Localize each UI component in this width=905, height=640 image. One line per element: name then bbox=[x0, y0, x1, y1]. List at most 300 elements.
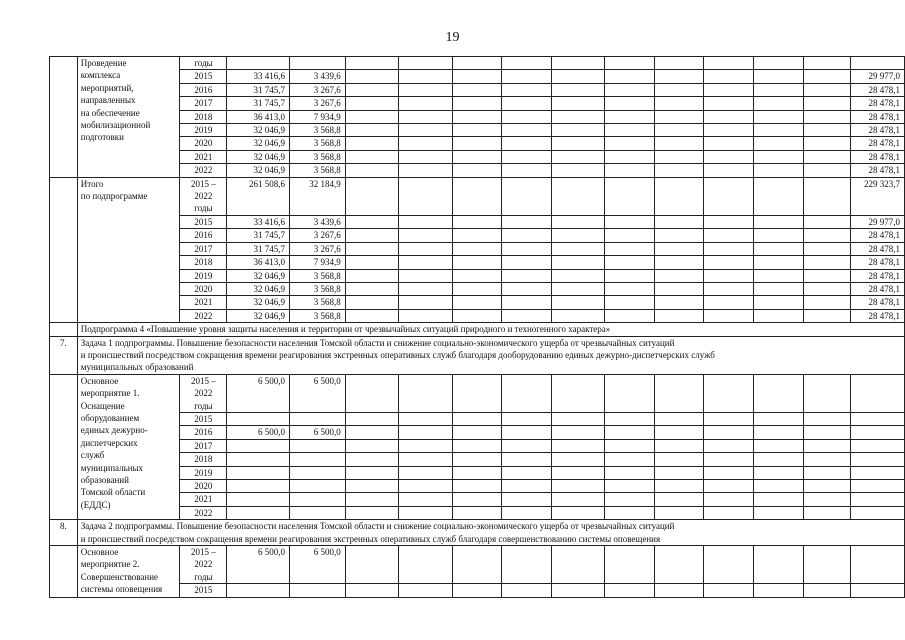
empty-cell bbox=[452, 177, 502, 215]
empty-cell bbox=[345, 426, 398, 439]
empty-cell bbox=[399, 137, 452, 150]
value-cell: 3 267,6 bbox=[290, 229, 346, 242]
empty-cell bbox=[704, 70, 754, 83]
table-row bbox=[50, 336, 905, 374]
empty-cell bbox=[452, 110, 502, 123]
empty-cell bbox=[399, 150, 452, 163]
year-cell: 2022 bbox=[180, 164, 227, 177]
empty-cell bbox=[502, 242, 552, 255]
empty-cell bbox=[345, 296, 398, 309]
empty-cell bbox=[803, 124, 850, 137]
empty-cell bbox=[345, 83, 398, 96]
empty-cell bbox=[345, 177, 398, 215]
empty-cell bbox=[452, 215, 502, 228]
empty-cell bbox=[604, 439, 654, 452]
empty-cell bbox=[399, 546, 452, 584]
empty-cell bbox=[704, 269, 754, 282]
empty-cell bbox=[399, 426, 452, 439]
total-cell: 32 046,9 bbox=[227, 282, 290, 295]
year-cell: 2019 bbox=[180, 466, 227, 479]
empty-cell bbox=[452, 296, 502, 309]
empty-cell bbox=[552, 57, 605, 70]
empty-cell bbox=[345, 229, 398, 242]
total-cell: 36 413,0 bbox=[227, 110, 290, 123]
empty-cell bbox=[754, 546, 804, 584]
year-cell: 2016 bbox=[180, 426, 227, 439]
year-cell: 2017 bbox=[180, 97, 227, 110]
table-row bbox=[50, 57, 905, 70]
empty-cell bbox=[604, 57, 654, 70]
empty-cell bbox=[654, 584, 704, 597]
total-cell: 261 508,6 bbox=[227, 177, 290, 215]
empty-cell bbox=[704, 309, 754, 322]
empty-cell bbox=[502, 110, 552, 123]
empty-cell bbox=[552, 282, 605, 295]
empty-cell bbox=[399, 70, 452, 83]
empty-cell bbox=[654, 453, 704, 466]
row-number-cell bbox=[50, 546, 78, 598]
empty-cell bbox=[704, 282, 754, 295]
empty-cell bbox=[704, 493, 754, 506]
total-cell bbox=[227, 439, 290, 452]
empty-cell bbox=[803, 229, 850, 242]
empty-cell bbox=[604, 426, 654, 439]
last-value-cell: 28 478,1 bbox=[850, 164, 904, 177]
row-number-cell bbox=[50, 374, 78, 519]
empty-cell bbox=[399, 177, 452, 215]
empty-cell bbox=[502, 426, 552, 439]
empty-cell bbox=[552, 546, 605, 584]
empty-cell bbox=[552, 412, 605, 425]
empty-cell bbox=[399, 256, 452, 269]
empty-cell bbox=[654, 137, 704, 150]
table-body bbox=[50, 57, 905, 598]
empty-cell bbox=[704, 177, 754, 215]
empty-cell bbox=[345, 466, 398, 479]
empty-cell bbox=[654, 97, 704, 110]
empty-cell bbox=[803, 493, 850, 506]
empty-cell bbox=[850, 493, 904, 506]
empty-cell bbox=[803, 546, 850, 584]
empty-cell bbox=[604, 480, 654, 493]
row-number-cell bbox=[50, 57, 78, 178]
empty-cell bbox=[452, 124, 502, 137]
empty-cell bbox=[399, 110, 452, 123]
empty-cell bbox=[803, 309, 850, 322]
empty-cell bbox=[850, 453, 904, 466]
empty-cell bbox=[502, 493, 552, 506]
empty-cell bbox=[502, 70, 552, 83]
empty-cell bbox=[754, 177, 804, 215]
empty-cell bbox=[803, 269, 850, 282]
empty-cell bbox=[754, 412, 804, 425]
empty-cell bbox=[704, 426, 754, 439]
empty-cell bbox=[654, 57, 704, 70]
empty-cell bbox=[452, 97, 502, 110]
empty-cell bbox=[704, 83, 754, 96]
last-value-cell: 28 478,1 bbox=[850, 124, 904, 137]
empty-cell bbox=[754, 439, 804, 452]
empty-cell bbox=[552, 426, 605, 439]
empty-cell bbox=[604, 229, 654, 242]
empty-cell bbox=[803, 215, 850, 228]
empty-cell bbox=[654, 296, 704, 309]
empty-cell bbox=[704, 229, 754, 242]
empty-cell bbox=[552, 269, 605, 282]
empty-cell bbox=[754, 374, 804, 412]
empty-cell bbox=[754, 150, 804, 163]
empty-cell bbox=[704, 506, 754, 519]
empty-cell bbox=[654, 124, 704, 137]
total-cell: 32 046,9 bbox=[227, 164, 290, 177]
empty-cell bbox=[803, 97, 850, 110]
last-value-cell: 28 478,1 bbox=[850, 309, 904, 322]
empty-cell bbox=[552, 110, 605, 123]
empty-cell bbox=[345, 309, 398, 322]
empty-cell bbox=[803, 412, 850, 425]
empty-cell bbox=[502, 584, 552, 597]
empty-cell bbox=[502, 256, 552, 269]
empty-cell bbox=[604, 137, 654, 150]
total-cell bbox=[227, 506, 290, 519]
empty-cell bbox=[604, 374, 654, 412]
empty-cell bbox=[399, 229, 452, 242]
empty-cell bbox=[399, 97, 452, 110]
table-row bbox=[50, 177, 905, 215]
empty-cell bbox=[803, 57, 850, 70]
empty-cell bbox=[654, 229, 704, 242]
empty-cell bbox=[552, 215, 605, 228]
empty-cell bbox=[452, 242, 502, 255]
empty-cell bbox=[452, 453, 502, 466]
empty-cell bbox=[502, 83, 552, 96]
year-cell: 2015 bbox=[180, 584, 227, 597]
empty-cell bbox=[754, 256, 804, 269]
empty-cell bbox=[502, 412, 552, 425]
empty-cell bbox=[803, 70, 850, 83]
empty-cell bbox=[604, 124, 654, 137]
value-cell bbox=[290, 412, 346, 425]
empty-cell bbox=[345, 282, 398, 295]
empty-cell bbox=[452, 412, 502, 425]
empty-cell bbox=[399, 466, 452, 479]
empty-cell bbox=[850, 57, 904, 70]
year-cell: 2021 bbox=[180, 150, 227, 163]
empty-cell bbox=[452, 480, 502, 493]
empty-cell bbox=[552, 164, 605, 177]
last-value-cell: 28 478,1 bbox=[850, 110, 904, 123]
empty-cell bbox=[345, 150, 398, 163]
empty-cell bbox=[345, 480, 398, 493]
empty-cell bbox=[654, 374, 704, 412]
empty-cell bbox=[552, 137, 605, 150]
empty-cell bbox=[704, 57, 754, 70]
empty-cell bbox=[604, 215, 654, 228]
empty-cell bbox=[502, 506, 552, 519]
empty-cell bbox=[754, 124, 804, 137]
empty-cell bbox=[604, 242, 654, 255]
empty-cell bbox=[345, 453, 398, 466]
empty-cell bbox=[604, 453, 654, 466]
empty-cell bbox=[604, 309, 654, 322]
total-cell: 31 745,7 bbox=[227, 242, 290, 255]
empty-cell bbox=[754, 215, 804, 228]
empty-cell bbox=[399, 412, 452, 425]
empty-cell bbox=[345, 412, 398, 425]
total-cell: 33 416,6 bbox=[227, 215, 290, 228]
last-value-cell: 28 478,1 bbox=[850, 97, 904, 110]
total-cell: 31 745,7 bbox=[227, 83, 290, 96]
table-row bbox=[50, 546, 905, 584]
empty-cell bbox=[654, 466, 704, 479]
empty-cell bbox=[803, 506, 850, 519]
total-cell bbox=[227, 584, 290, 597]
activity-name-cell: Основное мероприятие 2. Совершенствование системы оповещения bbox=[77, 546, 180, 598]
empty-cell bbox=[704, 546, 754, 584]
empty-cell bbox=[552, 177, 605, 215]
empty-cell bbox=[704, 215, 754, 228]
empty-cell bbox=[754, 269, 804, 282]
empty-cell bbox=[850, 480, 904, 493]
empty-cell bbox=[754, 97, 804, 110]
total-cell bbox=[227, 453, 290, 466]
year-cell: 2015 bbox=[180, 215, 227, 228]
value-cell: 3 439,6 bbox=[290, 215, 346, 228]
empty-cell bbox=[654, 309, 704, 322]
empty-cell bbox=[803, 164, 850, 177]
empty-cell bbox=[452, 309, 502, 322]
empty-cell bbox=[754, 506, 804, 519]
total-cell bbox=[227, 480, 290, 493]
empty-cell bbox=[452, 546, 502, 584]
empty-cell bbox=[452, 439, 502, 452]
empty-cell bbox=[552, 83, 605, 96]
empty-cell bbox=[704, 412, 754, 425]
empty-cell bbox=[552, 466, 605, 479]
value-cell: 3 568,8 bbox=[290, 282, 346, 295]
value-cell bbox=[290, 480, 346, 493]
total-cell: 31 745,7 bbox=[227, 97, 290, 110]
year-cell: 2018 bbox=[180, 453, 227, 466]
year-cell: 2016 bbox=[180, 229, 227, 242]
last-value-cell: 28 478,1 bbox=[850, 269, 904, 282]
empty-cell bbox=[345, 439, 398, 452]
empty-cell bbox=[604, 412, 654, 425]
empty-cell bbox=[654, 546, 704, 584]
total-cell: 6 500,0 bbox=[227, 374, 290, 412]
value-cell: 3 568,8 bbox=[290, 124, 346, 137]
empty-cell bbox=[345, 584, 398, 597]
empty-cell bbox=[654, 439, 704, 452]
empty-cell bbox=[345, 137, 398, 150]
empty-cell bbox=[604, 97, 654, 110]
empty-cell bbox=[704, 164, 754, 177]
total-cell: 32 046,9 bbox=[227, 309, 290, 322]
last-value-cell: 29 977,0 bbox=[850, 215, 904, 228]
empty-cell bbox=[552, 97, 605, 110]
empty-cell bbox=[850, 546, 904, 584]
empty-cell bbox=[345, 215, 398, 228]
empty-cell bbox=[502, 177, 552, 215]
value-cell: 6 500,0 bbox=[290, 546, 346, 584]
table-row bbox=[50, 323, 905, 336]
period-cell: 2015 – 2022 годы bbox=[180, 374, 227, 412]
empty-cell bbox=[502, 466, 552, 479]
last-value-cell: 28 478,1 bbox=[850, 83, 904, 96]
empty-cell bbox=[502, 296, 552, 309]
empty-cell bbox=[502, 546, 552, 584]
empty-cell bbox=[803, 480, 850, 493]
empty-cell bbox=[754, 309, 804, 322]
empty-cell bbox=[654, 150, 704, 163]
empty-cell bbox=[552, 256, 605, 269]
empty-cell bbox=[452, 256, 502, 269]
total-cell: 32 046,9 bbox=[227, 150, 290, 163]
year-cell: 2019 bbox=[180, 269, 227, 282]
empty-cell bbox=[850, 412, 904, 425]
empty-cell bbox=[345, 124, 398, 137]
year-cell: 2017 bbox=[180, 242, 227, 255]
empty-cell bbox=[803, 439, 850, 452]
value-cell: 3 568,8 bbox=[290, 137, 346, 150]
empty-cell bbox=[502, 97, 552, 110]
value-cell bbox=[290, 506, 346, 519]
empty-cell bbox=[654, 256, 704, 269]
empty-cell bbox=[803, 282, 850, 295]
empty-cell bbox=[803, 296, 850, 309]
empty-cell bbox=[552, 480, 605, 493]
empty-cell bbox=[399, 506, 452, 519]
empty-cell bbox=[704, 124, 754, 137]
value-cell bbox=[290, 453, 346, 466]
task-number: 8. bbox=[50, 520, 78, 546]
last-value-cell: 28 478,1 bbox=[850, 137, 904, 150]
row-number-cell bbox=[50, 323, 78, 336]
total-cell bbox=[227, 466, 290, 479]
total-cell: 6 500,0 bbox=[227, 546, 290, 584]
empty-cell bbox=[399, 453, 452, 466]
value-cell: 3 568,8 bbox=[290, 150, 346, 163]
total-cell: 32 046,9 bbox=[227, 137, 290, 150]
year-cell: 2017 bbox=[180, 439, 227, 452]
total-cell: 32 046,9 bbox=[227, 269, 290, 282]
year-cell: 2021 bbox=[180, 493, 227, 506]
empty-cell bbox=[502, 150, 552, 163]
year-cell: 2020 bbox=[180, 480, 227, 493]
empty-cell bbox=[502, 374, 552, 412]
empty-cell bbox=[502, 282, 552, 295]
last-value-cell: 28 478,1 bbox=[850, 242, 904, 255]
value-cell: 3 267,6 bbox=[290, 83, 346, 96]
empty-cell bbox=[502, 215, 552, 228]
empty-cell bbox=[345, 97, 398, 110]
total-cell: 32 046,9 bbox=[227, 296, 290, 309]
empty-cell bbox=[502, 269, 552, 282]
empty-cell bbox=[704, 374, 754, 412]
empty-cell bbox=[850, 439, 904, 452]
empty-cell bbox=[754, 137, 804, 150]
empty-cell bbox=[704, 439, 754, 452]
empty-cell bbox=[704, 110, 754, 123]
empty-cell bbox=[345, 57, 398, 70]
empty-cell bbox=[502, 164, 552, 177]
empty-cell bbox=[803, 83, 850, 96]
last-value-cell: 29 977,0 bbox=[850, 70, 904, 83]
empty-cell bbox=[604, 493, 654, 506]
empty-cell bbox=[227, 57, 290, 70]
empty-cell bbox=[399, 480, 452, 493]
value-cell: 6 500,0 bbox=[290, 374, 346, 412]
empty-cell bbox=[754, 493, 804, 506]
empty-cell bbox=[552, 506, 605, 519]
empty-cell bbox=[502, 124, 552, 137]
activity-name-cell: Проведение комплекса мероприятий, направленных на обеспечение мобилизационной подготовки bbox=[77, 57, 180, 178]
empty-cell bbox=[754, 466, 804, 479]
value-cell: 32 184,9 bbox=[290, 177, 346, 215]
year-cell: 2020 bbox=[180, 282, 227, 295]
empty-cell bbox=[604, 269, 654, 282]
empty-cell bbox=[452, 506, 502, 519]
value-cell: 3 568,8 bbox=[290, 296, 346, 309]
empty-cell bbox=[654, 480, 704, 493]
empty-cell bbox=[604, 466, 654, 479]
empty-cell bbox=[803, 137, 850, 150]
empty-cell bbox=[803, 177, 850, 215]
empty-cell bbox=[754, 480, 804, 493]
empty-cell bbox=[803, 584, 850, 597]
value-cell: 3 568,8 bbox=[290, 269, 346, 282]
empty-cell bbox=[654, 412, 704, 425]
empty-cell bbox=[704, 97, 754, 110]
empty-cell bbox=[803, 110, 850, 123]
empty-cell bbox=[754, 426, 804, 439]
empty-cell bbox=[552, 453, 605, 466]
empty-cell bbox=[399, 584, 452, 597]
empty-cell bbox=[754, 110, 804, 123]
empty-cell bbox=[552, 242, 605, 255]
empty-cell bbox=[604, 546, 654, 584]
total-cell: 36 413,0 bbox=[227, 256, 290, 269]
empty-cell bbox=[654, 493, 704, 506]
empty-cell bbox=[654, 506, 704, 519]
empty-cell bbox=[803, 150, 850, 163]
empty-cell bbox=[754, 164, 804, 177]
empty-cell bbox=[452, 493, 502, 506]
value-cell: 3 568,8 bbox=[290, 309, 346, 322]
value-cell bbox=[290, 493, 346, 506]
empty-cell bbox=[452, 164, 502, 177]
empty-cell bbox=[654, 83, 704, 96]
value-cell bbox=[290, 584, 346, 597]
row-number-cell bbox=[50, 177, 78, 322]
value-cell bbox=[290, 466, 346, 479]
empty-cell bbox=[552, 309, 605, 322]
empty-cell bbox=[704, 150, 754, 163]
empty-cell bbox=[399, 309, 452, 322]
year-cell: 2015 bbox=[180, 70, 227, 83]
empty-cell bbox=[754, 229, 804, 242]
activity-name-cell: Итого по подпрограмме bbox=[77, 177, 180, 322]
empty-cell bbox=[654, 70, 704, 83]
last-value-cell: 28 478,1 bbox=[850, 282, 904, 295]
budget-table bbox=[49, 56, 905, 598]
empty-cell bbox=[552, 229, 605, 242]
empty-cell bbox=[552, 124, 605, 137]
empty-cell bbox=[754, 83, 804, 96]
empty-cell bbox=[704, 480, 754, 493]
empty-cell bbox=[452, 137, 502, 150]
empty-cell bbox=[754, 70, 804, 83]
